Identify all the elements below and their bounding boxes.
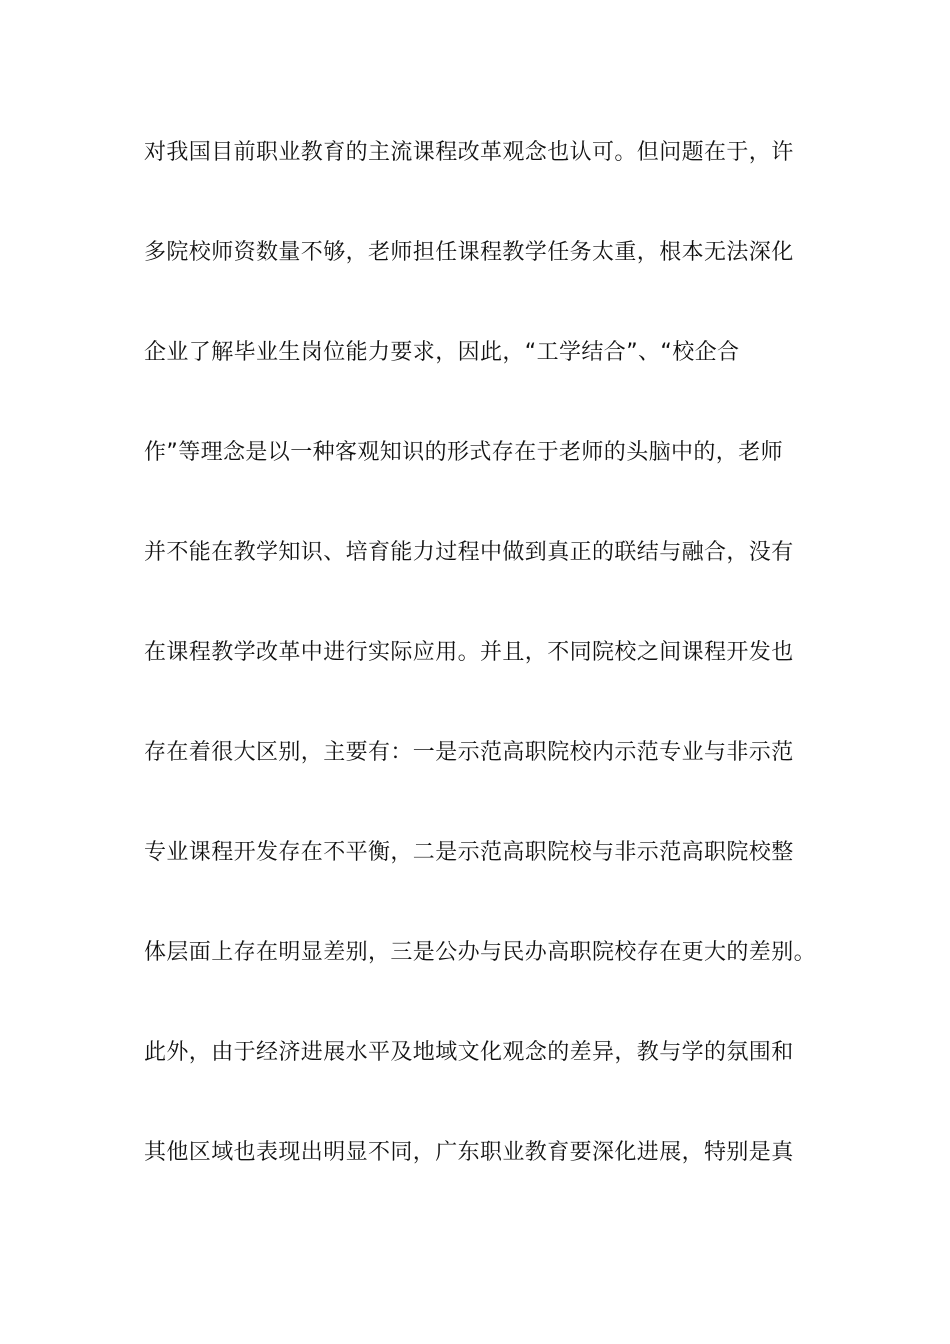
text-line: 企业了解毕业生岗位能力要求，因此，“工学结合”、“校企合 — [144, 340, 740, 365]
text-line: 并不能在教学知识、培育能力过程中做到真正的联结与融合，没有 — [144, 540, 794, 565]
text-line: 多院校师资数量不够，老师担任课程教学任务太重，根本无法深化 — [144, 240, 794, 265]
text-line: 在课程教学改革中进行实际应用。并且，不同院校之间课程开发也 — [144, 640, 794, 665]
text-line: 作”等理念是以一种客观知识的形式存在于老师的头脑中的，老师 — [144, 440, 783, 465]
text-line: 对我国目前职业教育的主流课程改革观念也认可。但问题在于，许 — [144, 140, 794, 165]
body-paragraph — [144, 128, 824, 1228]
text-line: 专业课程开发存在不平衡，二是示范高职院校与非示范高职院校整 — [144, 840, 794, 865]
text-line: 此外，由于经济进展水平及地域文化观念的差异，教与学的氛围和 — [144, 1040, 794, 1065]
text-line: 其他区域也表现出明显不同，广东职业教育要深化进展，特别是真 — [144, 1140, 794, 1165]
text-line: 体层面上存在明显差别，三是公办与民办高职院校存在更大的差别。 — [144, 940, 817, 965]
text-line: 存在着很大区别，主要有：一是示范高职院校内示范专业与非示范 — [144, 740, 794, 765]
